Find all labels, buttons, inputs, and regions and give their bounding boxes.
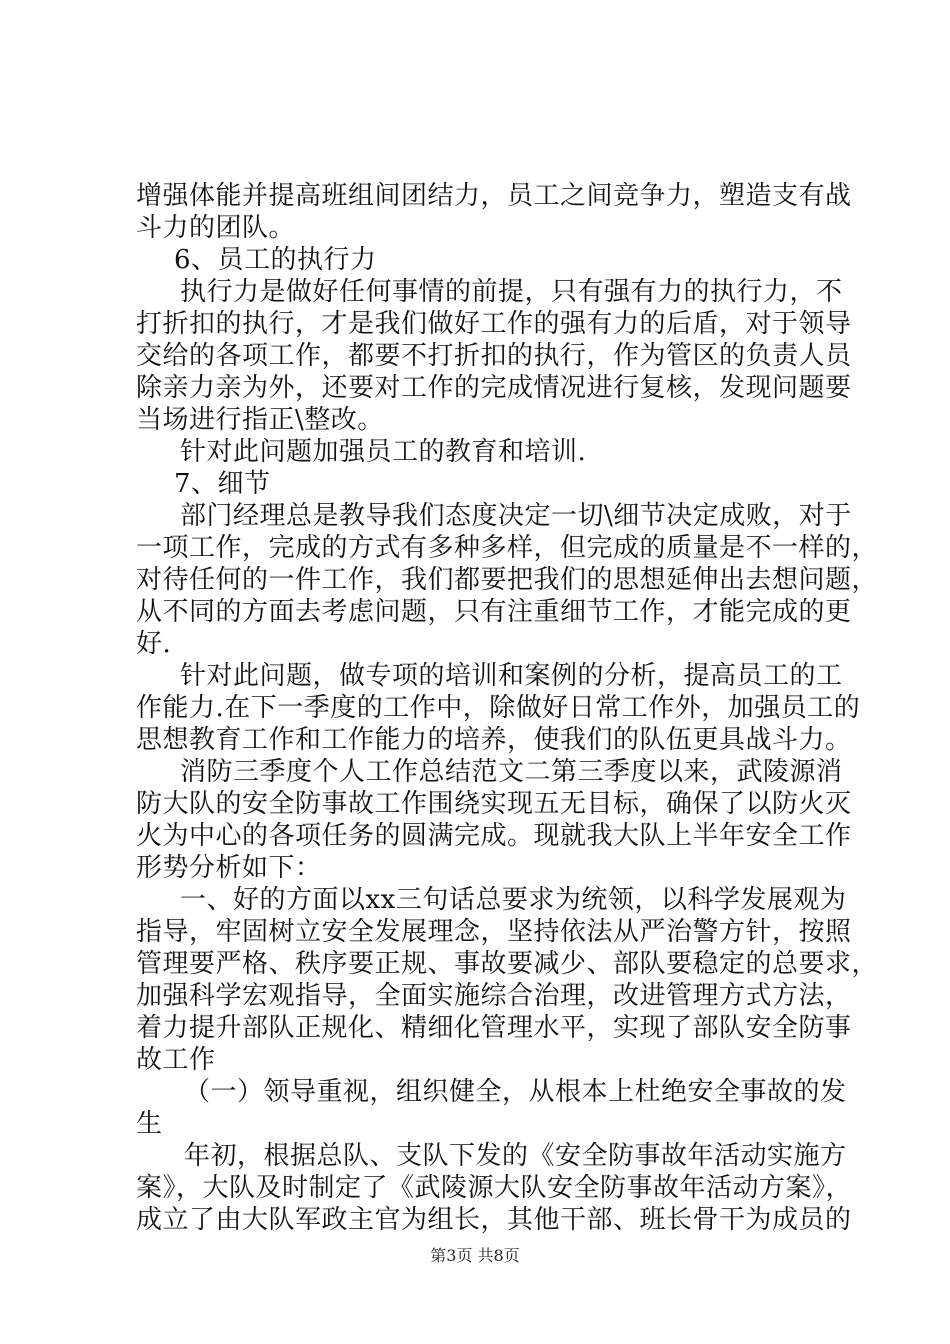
text-line: 作能力.在下一季度的工作中，除做好日常工作外，加强员工的 [136,693,861,723]
text-line: 7、细节 [174,469,271,499]
text-line: 年初，根据总队、支队下发的《安全防事故年活动实施方 [184,1141,847,1171]
text-line: 对待任何的一件工作，我们都要把我们的思想延伸出去想问题， [136,565,879,595]
text-line: 一、好的方面以xx三句话总要求为统领，以科学发展观为 [180,885,847,915]
text-line: 着力提升部队正规化、精细化管理水平，实现了部队安全防事 [136,1013,852,1043]
text-line: 除亲力亲为外，还要对工作的完成情况进行复核，发现问题要 [136,373,852,403]
text-line: 一项工作，完成的方式有多种多样，但完成的质量是不一样的， [136,533,879,563]
text-line: 故工作 [136,1045,216,1075]
text-line: 思想教育工作和工作能力的培养，使我们的队伍更具战斗力。 [136,725,852,755]
text-line: 从不同的方面去考虑问题，只有注重细节工作，才能完成的更 [136,597,852,627]
text-line: 成立了由大队军政主官为组长，其他干部、班长骨干为成员的 [136,1205,852,1235]
text-line: （一）领导重视，组织健全，从根本上杜绝安全事故的发 [184,1077,847,1107]
text-line: 斗力的团队。 [136,213,296,243]
text-line: 生 [136,1109,163,1139]
text-line: 针对此问题加强员工的教育和培训. [180,437,587,467]
text-line: 当场进行指正\整改。 [136,405,384,435]
text-line: 打折扣的执行，才是我们做好工作的强有力的后盾，对于领导 [136,309,852,339]
text-line: 管理要严格、秩序要正规、事故要减少、部队要稳定的总要求， [136,949,879,979]
text-line: 6、员工的执行力 [174,245,377,275]
text-line: 指导，牢固树立安全发展理念，坚持依法从严治警方针，按照 [136,917,852,947]
text-line: 执行力是做好任何事情的前提，只有强有力的执行力，不 [180,277,843,307]
page-footer: 第3页 共8页 [430,1246,520,1265]
text-line: 好. [136,629,172,659]
text-line: 加强科学宏观指导，全面实施综合治理，改进管理方式方法， [136,981,852,1011]
text-line: 消防三季度个人工作总结范文二第三季度以来，武陵源消 [180,757,843,787]
text-line: 火为中心的各项任务的圆满完成。现就我大队上半年安全工作 [136,821,852,851]
text-line: 案》，大队及时制定了《武陵源大队安全防事故年活动方案》， [136,1173,853,1203]
text-line: 增强体能并提高班组间团结力，员工之间竞争力，塑造支有战 [136,181,852,211]
text-line: 防大队的安全防事故工作围绕实现五无目标，确保了以防火灭 [136,789,852,819]
text-line: 交给的各项工作，都要不打折扣的执行，作为管区的负责人员 [136,341,852,371]
text-line: 针对此问题，做专项的培训和案例的分析，提高员工的工 [180,661,843,691]
text-line: 形势分析如下： [136,853,322,883]
text-line: 部门经理总是教导我们态度决定一切\细节决定成败，对于 [180,501,852,531]
